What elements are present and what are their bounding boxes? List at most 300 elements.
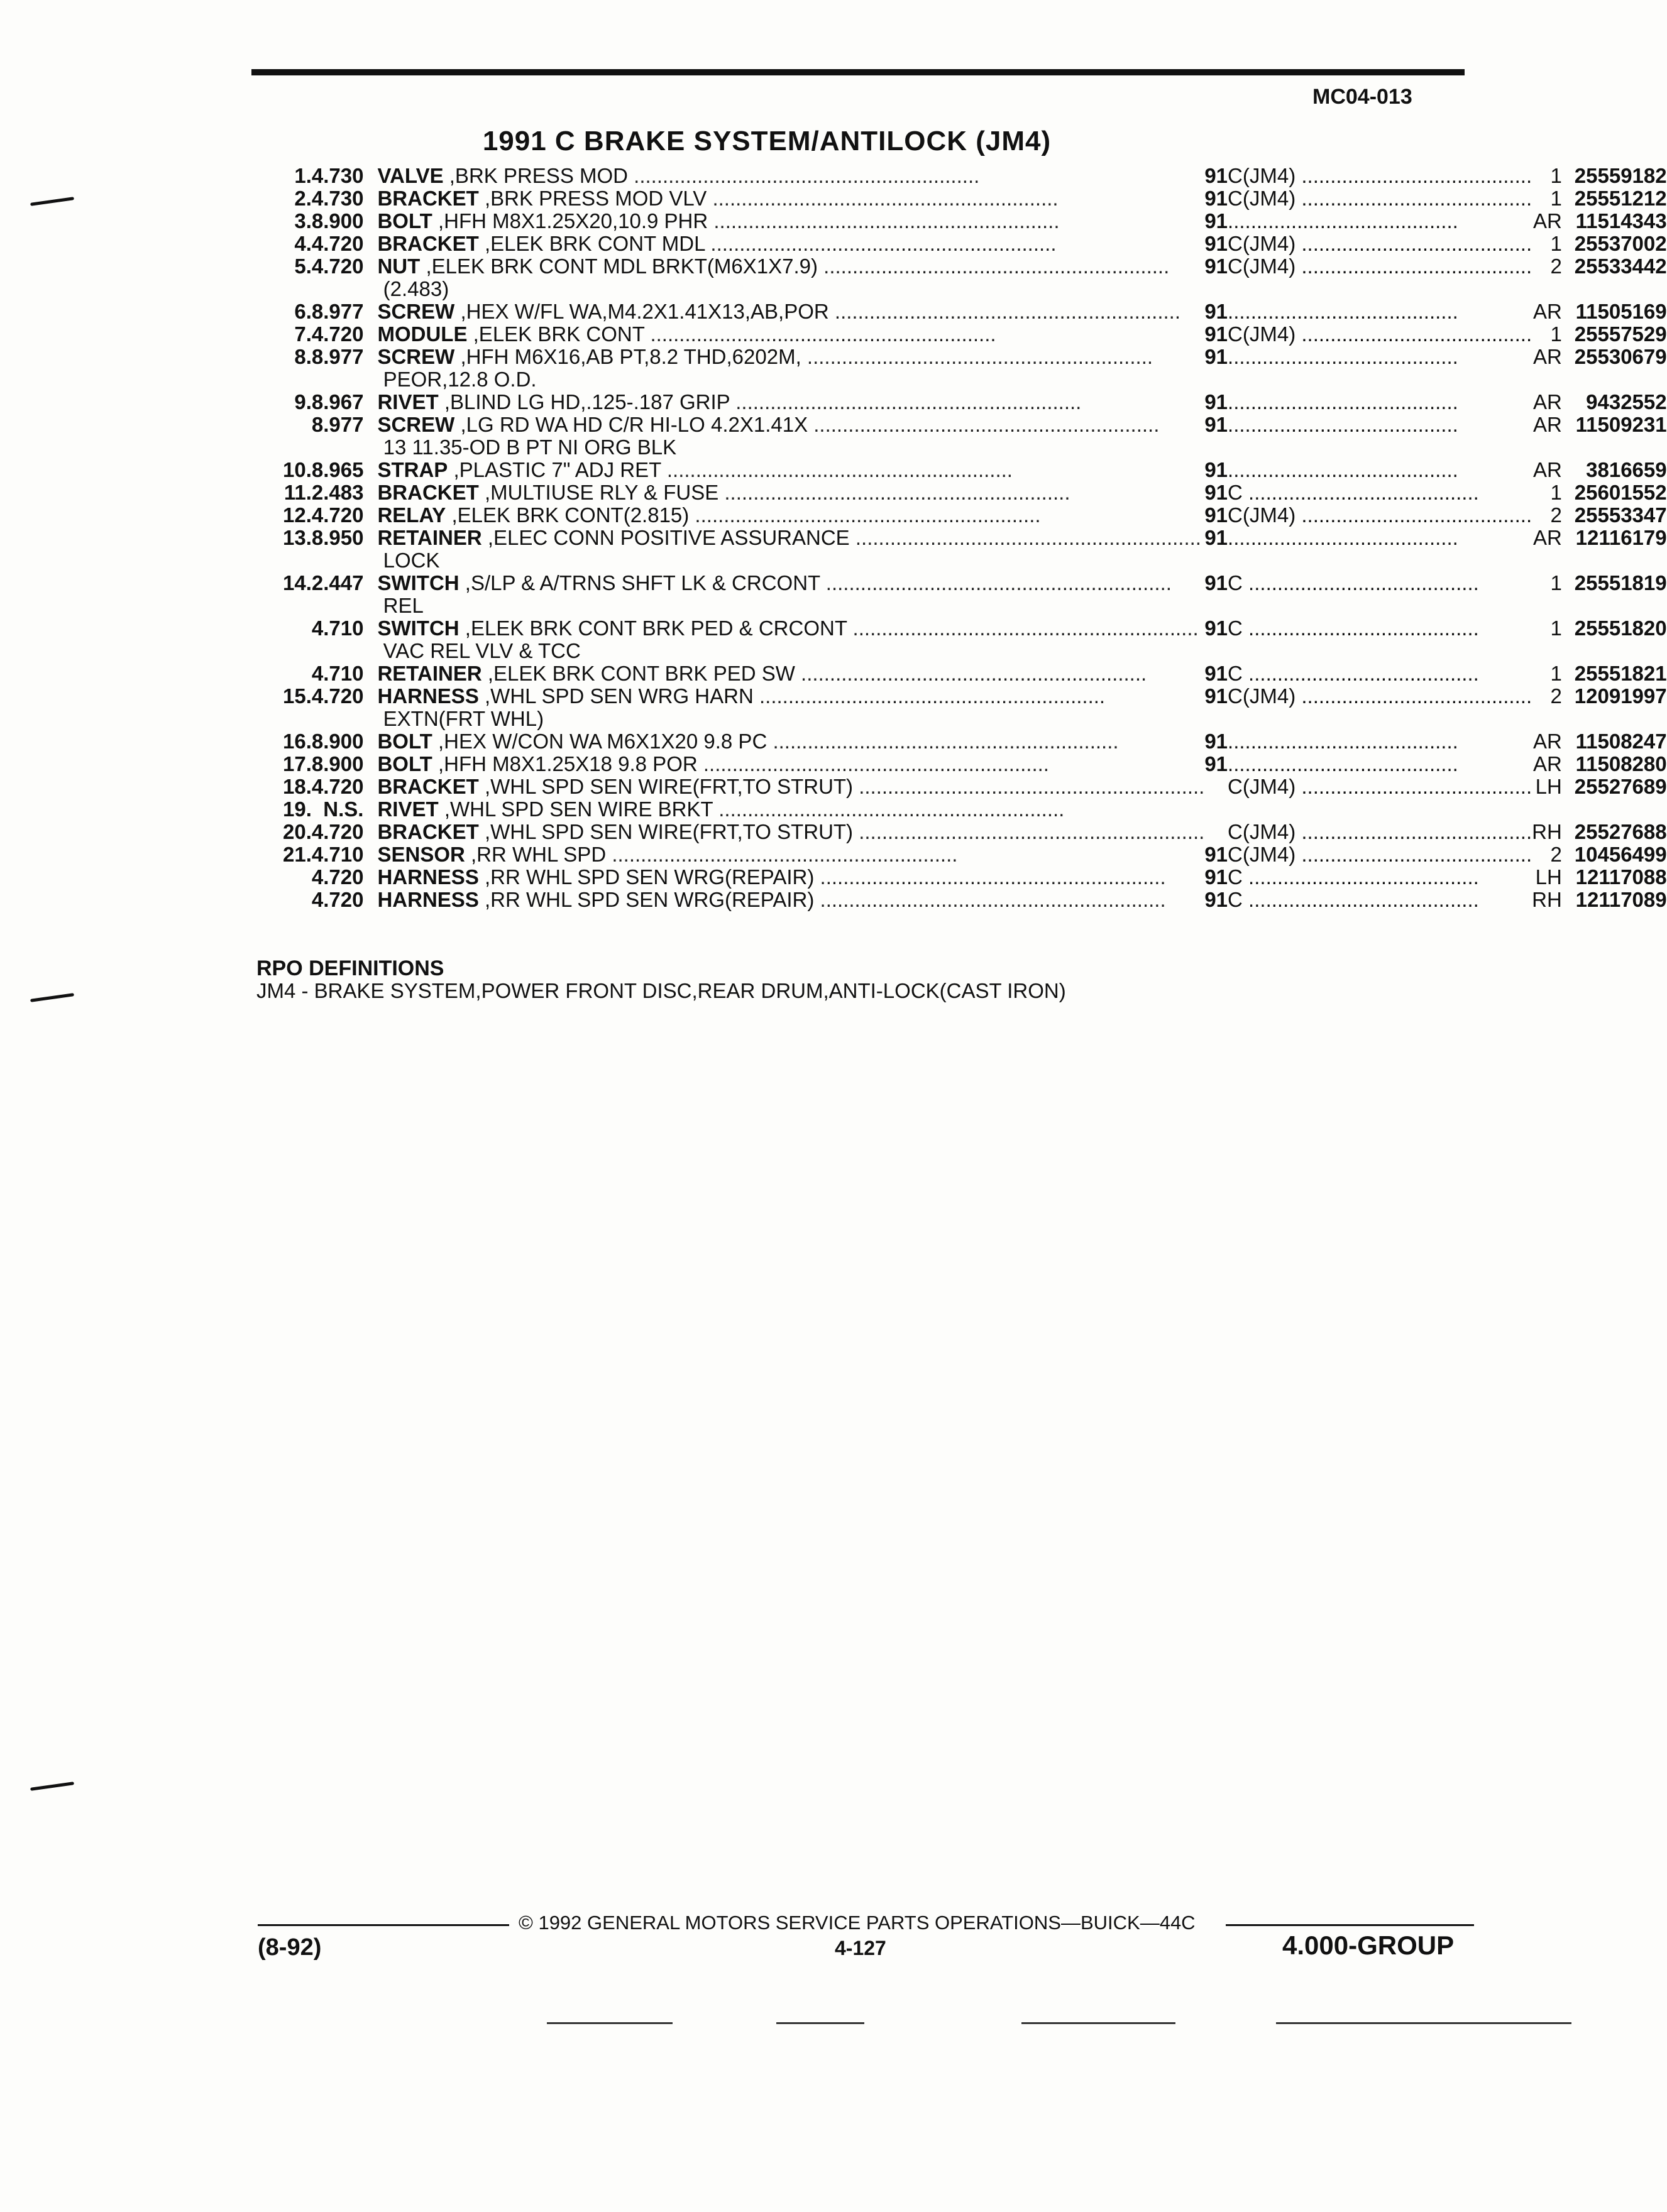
- part-detail: ,S/LP & A/TRNS SHFT LK & CRCONT: [465, 571, 820, 594]
- model-code-text: C(JM4): [1228, 187, 1296, 210]
- model-code: [1228, 866, 1532, 889]
- part-detail: ,ELEK BRK CONT: [473, 322, 645, 346]
- model-code: [1228, 685, 1532, 708]
- model-year: 91: [1204, 843, 1228, 866]
- item-number: 19.: [283, 797, 312, 821]
- part-name: BRACKET: [377, 775, 479, 798]
- item-number: [283, 866, 312, 889]
- part-detail: REL: [383, 594, 424, 617]
- quantity: [1532, 708, 1575, 730]
- leader-dots: ............................................................: [814, 888, 1166, 911]
- part-name: HARNESS: [377, 865, 479, 889]
- item-number: [283, 594, 312, 617]
- model-code: [1228, 640, 1532, 662]
- part-number: [1575, 278, 1667, 300]
- table-row: [283, 413, 1667, 436]
- model-year: 91: [1204, 209, 1228, 233]
- part-name: HARNESS: [377, 888, 479, 911]
- table-row: [283, 708, 1667, 730]
- part-number: 10456499: [1574, 843, 1667, 866]
- quantity: AR: [1532, 752, 1562, 775]
- quantity: 1: [1550, 322, 1562, 346]
- quantity: AR: [1532, 413, 1562, 436]
- leader-dots: ............................................................: [853, 820, 1205, 843]
- lower-rule: [547, 2022, 673, 2024]
- part-number: 12116179: [1575, 526, 1667, 549]
- model-year: 91: [1204, 865, 1228, 889]
- quantity: [1532, 436, 1575, 459]
- group-number: 8.977: [311, 300, 364, 323]
- part-name: BRACKET: [377, 481, 479, 504]
- item-number: 16.: [283, 730, 312, 753]
- part-detail: ,HFH M6X16,AB PT,8.2 THD,6202M,: [460, 345, 801, 368]
- model-year: 91: [1204, 390, 1228, 413]
- model-year: 91: [1204, 458, 1228, 481]
- group-number: 4.720: [311, 865, 364, 889]
- group-number: 8.900: [311, 752, 364, 775]
- leader-dots: ............................................................: [708, 209, 1060, 233]
- item-number: 13.: [283, 526, 312, 549]
- part-number: 25551820: [1574, 616, 1667, 640]
- part-detail: ,ELEK BRK CONT(2.815): [451, 503, 690, 527]
- leader-dots: ........................................: [1228, 752, 1458, 775]
- leader-dots: ........................................: [1228, 730, 1458, 753]
- part-detail: ,ELEK BRK CONT BRK PED SW: [487, 662, 795, 685]
- model-code-text: C: [1228, 571, 1243, 594]
- group-number: 4.710: [311, 662, 364, 685]
- item-number: 5.: [294, 255, 312, 278]
- part-number: 25530679: [1574, 345, 1667, 368]
- part-description: [377, 617, 1204, 640]
- part-name: SWITCH: [377, 616, 459, 640]
- part-number: 25527689: [1574, 775, 1667, 798]
- group-number: [312, 549, 378, 572]
- leader-dots: ............................................................: [628, 164, 980, 187]
- model-year: [1204, 798, 1228, 821]
- leader-dots: ............................................................: [847, 616, 1199, 640]
- leader-dots: ............................................................: [820, 571, 1172, 594]
- leader-dots: ........................................: [1296, 684, 1532, 708]
- leader-dots: ............................................................: [828, 300, 1181, 323]
- part-detail: ,RR WHL SPD SEN WRG(REPAIR): [485, 888, 815, 911]
- leader-dots: ........................................: [1228, 300, 1458, 323]
- table-row: [283, 504, 1667, 527]
- part-description: [377, 708, 1204, 730]
- model-code-text: C(JM4): [1228, 820, 1296, 843]
- item-number: [283, 278, 312, 300]
- table-row: [283, 323, 1667, 346]
- part-name: RIVET: [377, 390, 439, 413]
- leader-dots: ........................................: [1296, 255, 1532, 278]
- group-number: 2.483: [311, 481, 364, 504]
- leader-dots: ............................................................: [753, 684, 1106, 708]
- model-code-text: C(JM4): [1228, 684, 1296, 708]
- table-row: [283, 210, 1667, 233]
- leader-dots: ........................................: [1228, 345, 1458, 368]
- quantity: [1532, 368, 1575, 391]
- item-number: 15.: [283, 684, 312, 708]
- model-code-text: C(JM4): [1228, 232, 1296, 255]
- footer-copyright: © 1992 GENERAL MOTORS SERVICE PARTS OPERATIONS—BUICK—44C: [519, 1912, 1196, 1934]
- model-year: [1204, 436, 1228, 459]
- item-number: 17.: [283, 752, 312, 775]
- table-row: [283, 866, 1667, 889]
- leader-dots: ............................................................: [795, 662, 1147, 685]
- model-code-text: C: [1228, 616, 1243, 640]
- item-number: 3.: [294, 209, 312, 233]
- table-row: [283, 278, 1667, 300]
- table-row: [283, 685, 1667, 708]
- model-year: 91: [1204, 413, 1228, 436]
- part-description: [377, 549, 1204, 572]
- part-number: [1575, 549, 1667, 572]
- model-code: [1228, 821, 1532, 843]
- quantity: [1532, 549, 1575, 572]
- table-row: [283, 617, 1667, 640]
- table-row: [283, 233, 1667, 255]
- model-code: [1228, 391, 1532, 413]
- model-year: 91: [1204, 164, 1228, 187]
- item-number: [283, 708, 312, 730]
- model-code: [1228, 889, 1532, 911]
- item-number: 9.: [294, 390, 312, 413]
- leader-dots: ............................................................: [849, 526, 1201, 549]
- footer-rule-left: [258, 1924, 509, 1926]
- part-number: [1575, 798, 1667, 821]
- part-description: [377, 436, 1204, 459]
- part-number: [1575, 640, 1667, 662]
- part-description: [377, 391, 1204, 413]
- group-number: 8.950: [311, 526, 364, 549]
- table-row: [283, 165, 1667, 187]
- quantity: 1: [1550, 571, 1562, 594]
- model-year: [1204, 594, 1228, 617]
- part-name: BOLT: [377, 752, 432, 775]
- table-row: [283, 821, 1667, 843]
- quantity: 2: [1550, 843, 1562, 866]
- quantity: 2: [1550, 684, 1562, 708]
- part-detail: 13 11.35-OD B PT NI ORG BLK: [383, 435, 677, 459]
- group-number: [312, 368, 378, 391]
- model-code: [1228, 368, 1532, 391]
- part-description: [377, 255, 1204, 278]
- model-code: [1228, 730, 1532, 753]
- part-number: 11508280: [1575, 752, 1667, 775]
- model-year: [1204, 821, 1228, 843]
- leader-dots: ........................................: [1296, 503, 1532, 527]
- item-number: 11.: [283, 481, 312, 504]
- leader-dots: ........................................: [1296, 232, 1532, 255]
- margin-tick-mark: [30, 197, 74, 206]
- leader-dots: ............................................................: [707, 187, 1059, 210]
- part-detail: ,ELEC CONN POSITIVE ASSURANCE: [487, 526, 850, 549]
- part-number: 25601552: [1574, 481, 1667, 504]
- quantity: [1532, 278, 1575, 300]
- model-year: [1204, 368, 1228, 391]
- table-row: [283, 255, 1667, 278]
- part-number: 25537002: [1574, 232, 1667, 255]
- leader-dots: ........................................: [1296, 820, 1532, 843]
- leader-dots: ........................................: [1228, 209, 1458, 233]
- part-description: [377, 594, 1204, 617]
- leader-dots: ............................................................: [814, 865, 1166, 889]
- leader-dots: ........................................: [1296, 322, 1532, 346]
- quantity: 2: [1550, 255, 1562, 278]
- quantity: RH: [1532, 820, 1562, 843]
- model-code: [1228, 504, 1532, 527]
- part-name: VALVE: [377, 164, 444, 187]
- quantity: 1: [1550, 164, 1562, 187]
- footer-date-code: (8-92): [258, 1934, 322, 1961]
- quantity: 1: [1550, 187, 1562, 210]
- model-year: 91: [1204, 481, 1228, 504]
- part-number: 25527688: [1574, 820, 1667, 843]
- footer-group-label: 4.000-GROUP: [1282, 1930, 1455, 1960]
- model-code-text: C(JM4): [1228, 255, 1296, 278]
- part-number: 25533442: [1574, 255, 1667, 278]
- model-code: [1228, 594, 1532, 617]
- lower-rule: [1276, 2022, 1571, 2024]
- parts-table-body: [283, 165, 1667, 911]
- part-description: [377, 210, 1204, 233]
- group-number: 4.730: [311, 187, 364, 210]
- model-code: [1228, 300, 1532, 323]
- part-number: 25551212: [1574, 187, 1667, 210]
- table-row: [283, 730, 1667, 753]
- leader-dots: ............................................................: [767, 730, 1119, 753]
- group-number: [312, 278, 378, 300]
- item-number: [283, 436, 312, 459]
- quantity: AR: [1532, 730, 1562, 753]
- table-row: [283, 346, 1667, 368]
- part-detail: ,LG RD WA HD C/R HI-LO 4.2X1.41X: [460, 413, 808, 436]
- group-number: 4.720: [311, 775, 364, 798]
- leader-dots: ............................................................: [808, 413, 1160, 436]
- group-number: [312, 436, 378, 459]
- group-number: 4.710: [311, 616, 364, 640]
- leader-dots: ........................................: [1228, 526, 1458, 549]
- leader-dots: ........................................: [1242, 865, 1479, 889]
- group-number: [312, 640, 378, 662]
- leader-dots: ........................................: [1228, 390, 1458, 413]
- table-row: [283, 368, 1667, 391]
- margin-tick-mark: [30, 1782, 74, 1791]
- part-description: [377, 233, 1204, 255]
- parts-table: [283, 165, 1667, 911]
- model-year: 91: [1204, 526, 1228, 549]
- part-detail: PEOR,12.8 O.D.: [383, 368, 537, 391]
- model-code: [1228, 210, 1532, 233]
- model-code: [1228, 775, 1532, 798]
- item-number: [283, 549, 312, 572]
- part-number: 25559182: [1574, 164, 1667, 187]
- footer-page-number: 4-127: [835, 1937, 886, 1959]
- quantity: 2: [1550, 503, 1562, 527]
- part-description: [377, 187, 1204, 210]
- part-name: BOLT: [377, 730, 432, 753]
- part-number: 12091997: [1574, 684, 1667, 708]
- model-code: [1228, 233, 1532, 255]
- quantity: AR: [1532, 300, 1562, 323]
- part-number: 12117088: [1575, 865, 1667, 889]
- table-row: [283, 459, 1667, 481]
- part-detail: ,BRK PRESS MOD VLV: [484, 187, 707, 210]
- model-year: 91: [1204, 662, 1228, 685]
- model-year: [1204, 549, 1228, 572]
- item-number: [283, 413, 312, 436]
- model-year: [1204, 775, 1228, 798]
- leader-dots: ............................................................: [689, 503, 1041, 527]
- model-year: 91: [1204, 616, 1228, 640]
- model-code-text: C(JM4): [1228, 843, 1296, 866]
- group-number: 2.447: [311, 571, 364, 594]
- group-number: 8.900: [311, 209, 364, 233]
- model-year: [1204, 708, 1228, 730]
- lower-rule: [1021, 2022, 1175, 2024]
- item-number: 18.: [283, 775, 312, 798]
- model-year: 91: [1204, 322, 1228, 346]
- quantity: AR: [1532, 526, 1562, 549]
- quantity: 1: [1550, 481, 1562, 504]
- item-number: 4.: [294, 232, 312, 255]
- part-detail: EXTN(FRT WHL): [383, 707, 544, 730]
- part-detail: ,RR WHL SPD: [471, 843, 607, 866]
- item-number: 12.: [283, 503, 312, 527]
- part-number: 11514343: [1575, 209, 1667, 233]
- group-number: 4.720: [311, 820, 364, 843]
- group-number: 8.900: [311, 730, 364, 753]
- model-code: [1228, 459, 1532, 481]
- leader-dots: ........................................: [1242, 662, 1479, 685]
- part-detail: ,ELEK BRK CONT BRK PED & CRCONT: [465, 616, 847, 640]
- part-detail: ,ELEK BRK CONT MDL BRKT(M6X1X7.9): [426, 255, 818, 278]
- item-number: 21.: [283, 843, 312, 866]
- table-row: [283, 594, 1667, 617]
- item-number: 20.: [283, 820, 312, 843]
- part-name: BRACKET: [377, 820, 479, 843]
- model-code-text: C: [1228, 662, 1243, 685]
- table-row: [283, 572, 1667, 594]
- model-year: 91: [1204, 571, 1228, 594]
- leader-dots: ........................................: [1296, 187, 1532, 210]
- part-name: RETAINER: [377, 526, 482, 549]
- part-number: 11509231: [1575, 413, 1667, 436]
- model-code: [1228, 165, 1532, 187]
- item-number: [283, 640, 312, 662]
- model-code: [1228, 323, 1532, 346]
- part-name: SWITCH: [377, 571, 459, 594]
- part-name: BRACKET: [377, 187, 479, 210]
- item-number: 6.: [294, 300, 312, 323]
- group-number: N.S.: [323, 797, 364, 821]
- part-name: SCREW: [377, 300, 455, 323]
- part-number: 3816659: [1586, 458, 1667, 481]
- part-detail: ,ELEK BRK CONT MDL: [484, 232, 705, 255]
- quantity: AR: [1532, 390, 1562, 413]
- part-description: [377, 346, 1204, 368]
- leader-dots: ........................................: [1228, 458, 1458, 481]
- model-code: [1228, 617, 1532, 640]
- group-number: 4.720: [311, 255, 364, 278]
- part-detail: (2.483): [383, 277, 449, 300]
- group-number: 4.710: [311, 843, 364, 866]
- part-detail: ,WHL SPD SEN WIRE BRKT: [444, 797, 713, 821]
- quantity: 1: [1550, 232, 1562, 255]
- part-detail: VAC REL VLV & TCC: [383, 639, 581, 662]
- group-number: 4.720: [311, 322, 364, 346]
- part-description: [377, 278, 1204, 300]
- item-number: 7.: [294, 322, 312, 346]
- table-row: [283, 527, 1667, 549]
- group-number: 4.720: [311, 503, 364, 527]
- part-description: [377, 730, 1204, 753]
- quantity: AR: [1532, 209, 1562, 233]
- part-name: RELAY: [377, 503, 446, 527]
- model-year: 91: [1204, 300, 1228, 323]
- document-id: MC04-013: [1312, 85, 1412, 109]
- group-number: [312, 708, 378, 730]
- part-detail: ,WHL SPD SEN WRG HARN: [485, 684, 754, 708]
- model-code: [1228, 187, 1532, 210]
- part-detail: LOCK: [383, 549, 440, 572]
- table-row: [283, 300, 1667, 323]
- part-description: [377, 662, 1204, 685]
- part-description: [377, 368, 1204, 391]
- item-number: 10.: [283, 458, 312, 481]
- part-description: [377, 413, 1204, 436]
- item-number: 2.: [294, 187, 312, 210]
- table-row: [283, 549, 1667, 572]
- quantity: LH: [1535, 775, 1562, 798]
- part-name: RETAINER: [377, 662, 482, 685]
- group-number: 4.720: [311, 232, 364, 255]
- model-code-text: C: [1228, 865, 1243, 889]
- item-number: 1.: [294, 164, 312, 187]
- table-row: [283, 436, 1667, 459]
- part-number: [1575, 436, 1667, 459]
- model-year: [1204, 640, 1228, 662]
- part-number: 25551819: [1574, 571, 1667, 594]
- leader-dots: ............................................................: [644, 322, 996, 346]
- model-year: 91: [1204, 232, 1228, 255]
- part-name: RIVET: [377, 797, 439, 821]
- model-code: [1228, 436, 1532, 459]
- model-year: 91: [1204, 345, 1228, 368]
- item-number: [283, 617, 312, 640]
- item-number: [283, 889, 312, 911]
- model-code: [1228, 753, 1532, 775]
- part-description: [377, 753, 1204, 775]
- model-code: [1228, 708, 1532, 730]
- margin-tick-mark: [30, 993, 74, 1002]
- part-detail: ,HFH M8X1.25X20,10.9 PHR: [438, 209, 708, 233]
- model-code: [1228, 481, 1532, 504]
- page-title: 1991 C BRAKE SYSTEM/ANTILOCK (JM4): [482, 126, 1052, 156]
- model-year: 91: [1204, 503, 1228, 527]
- model-year: 91: [1204, 752, 1228, 775]
- lower-rule: [776, 2022, 864, 2024]
- model-year: 91: [1204, 255, 1228, 278]
- group-number: 4.720: [311, 888, 364, 911]
- part-detail: ,HEX W/CON WA M6X1X20 9.8 PC: [438, 730, 767, 753]
- model-year: [1204, 278, 1228, 300]
- part-description: [377, 640, 1204, 662]
- model-year: 91: [1204, 684, 1228, 708]
- part-name: SCREW: [377, 345, 455, 368]
- model-code: [1228, 798, 1532, 821]
- model-year: 91: [1204, 888, 1228, 911]
- leader-dots: ........................................: [1242, 481, 1479, 504]
